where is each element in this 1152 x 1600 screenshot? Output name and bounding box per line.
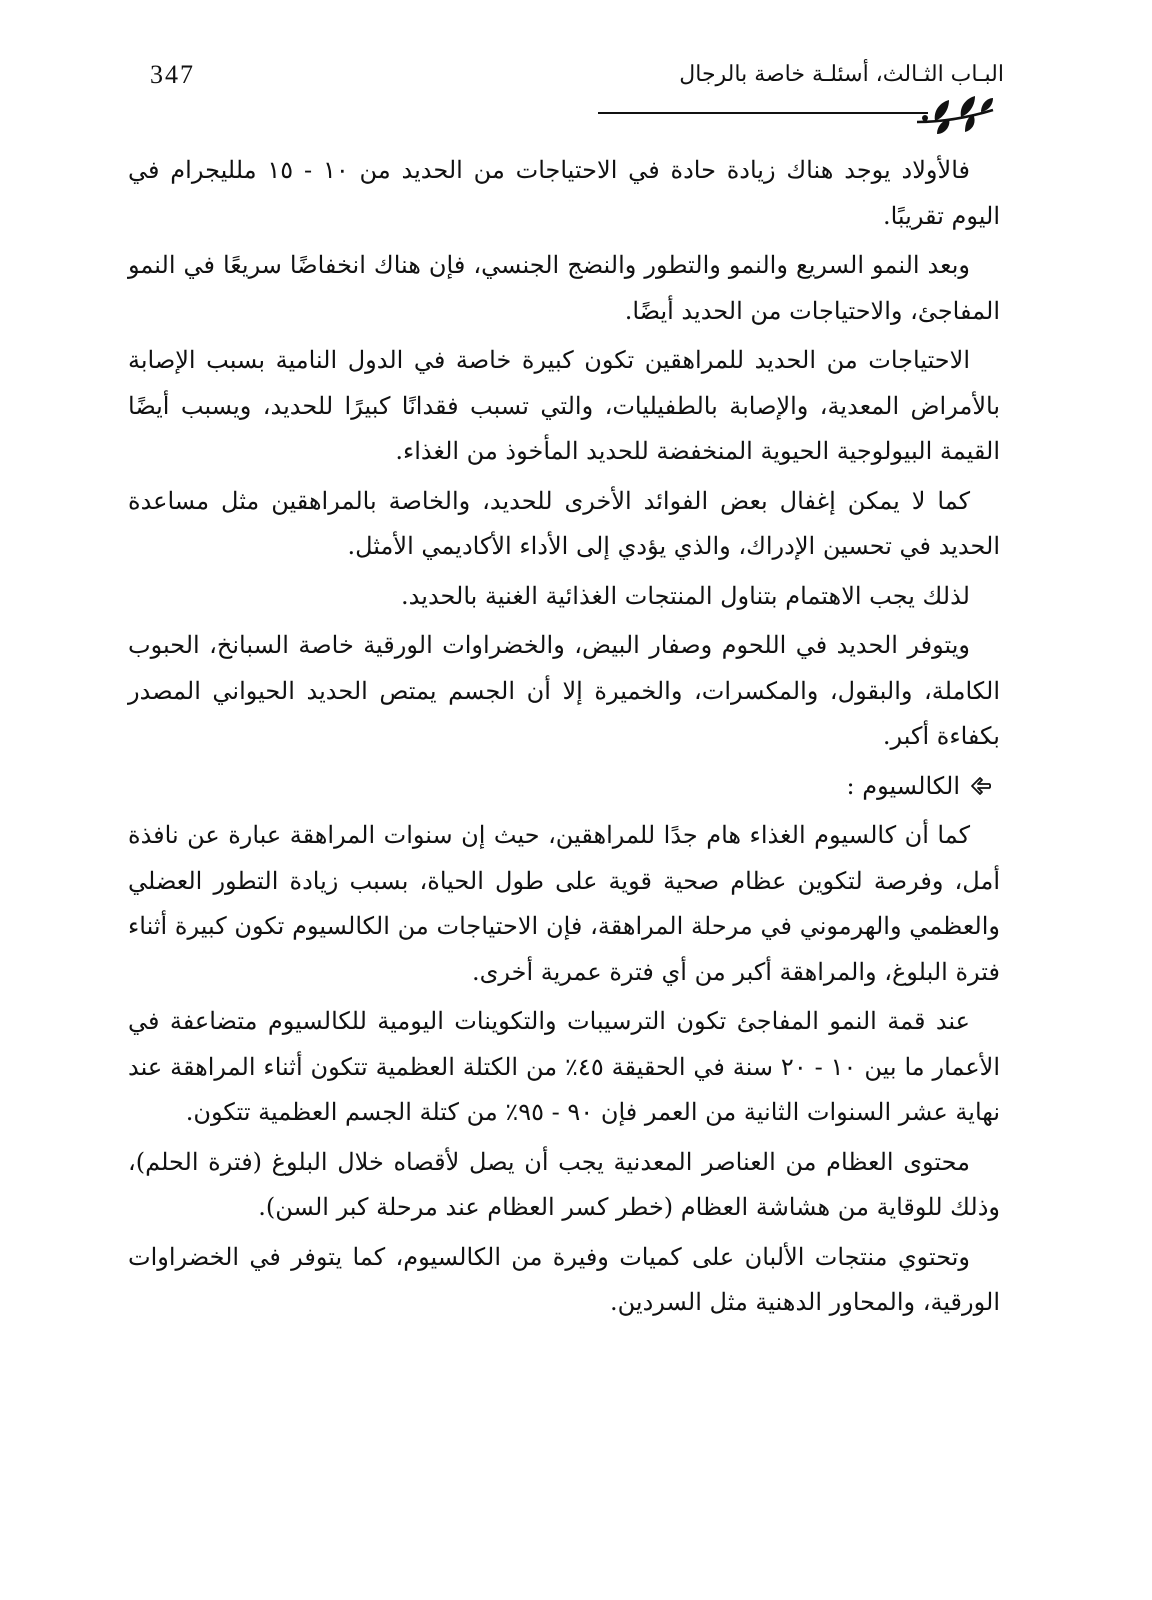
section-heading-label: الكالسيوم : (846, 771, 960, 800)
paragraph: كما أن كالسيوم الغذاء هام جدًا للمراهقين، حيث إن سنوات المراهقة عبارة عن نافذة أمل، وفرصة لتكوين عظام صحية قوية على طول الحياة، بسبب زيادة التطور العضلي والعظمي والهرموني في مرحلة المراهقة، فإن الاحتياجات من الكالسيوم تكون كبيرة أثناء فترة البلوغ، والمراهقة أكبر من أي فترة عمرية أخرى. (128, 821, 1001, 986)
hand-pointer-icon (970, 775, 992, 797)
section-heading (128, 764, 1000, 810)
paragraph: وبعد النمو السريع والنمو والتطور والنضج الجنسي، فإن هناك انخفاضًا سريعًا في النمو المفاجئ، والاحتياجات من الحديد أيضًا. (128, 251, 1000, 325)
paragraph: عند قمة النمو المفاجئ تكون الترسيبات والتكوينات اليومية للكالسيوم متضاعفة في الأعمار ما بين ١٠ - ٢٠ سنة في الحقيقة ٤٥٪ من الكتلة العظمية تتكون أثناء المراهقة عند نهاية عشر السنوات الثانية من العمر فإن ٩٠ - ٩٥٪ من كتلة الجسم العظمية تتكون. (128, 1007, 1000, 1126)
running-header: البـاب الثـالث، أسئلـة خاصة بالرجال (679, 62, 1004, 87)
paragraph: لذلك يجب الاهتمام بتناول المنتجات الغذائية الغنية بالحديد. (401, 581, 970, 610)
leaf-branch-icon (915, 92, 995, 136)
paragraph: وتحتوي منتجات الألبان على كميات وفيرة من الكالسيوم، كما يتوفر في الخضراوات الورقية، والمحاور الدهنية مثل السردين. (128, 1242, 1000, 1316)
page-number: 347 (150, 60, 195, 89)
paragraph: فالأولاد يوجد هناك زيادة حادة في الاحتياجات من الحديد من ١٠ - ١٥ ملليجرام في اليوم تقريبًا. (128, 156, 1000, 230)
paragraph: كما لا يمكن إغفال بعض الفوائد الأخرى للحديد، والخاصة بالمراهقين مثل مساعدة الحديد في تحسين الإدراك، والذي يؤدي إلى الأداء الأكاديمي الأمثل. (128, 486, 1000, 560)
header-rule (598, 112, 928, 114)
paragraph: الاحتياجات من الحديد للمراهقين تكون كبيرة خاصة في الدول النامية بسبب الإصابة بالأمراض المعدية، والإصابة بالطفيليات، والتي تسبب فقدانًا كبيرًا للحديد، ويسبب أيضًا القيمة البيولوجية الحيوية المنخفضة للحديد المأخوذ من الغذاء. (128, 346, 1000, 465)
paragraph: محتوى العظام من العناصر المعدنية يجب أن يصل لأقصاه خلال البلوغ (فترة الحلم)، وذلك للوقاية من هشاشة العظام (خطر كسر العظام عند مرحلة كبر السن). (128, 1147, 1000, 1221)
paragraph: ويتوفر الحديد في اللحوم وصفار البيض، والخضراوات الورقية خاصة السبانخ، الحبوب الكاملة، والبقول، والمكسرات، والخميرة إلا أن الجسم يمتص الحديد الحيواني المصدر بكفاءة أكبر. (128, 631, 1000, 750)
body-text (128, 148, 1000, 1330)
